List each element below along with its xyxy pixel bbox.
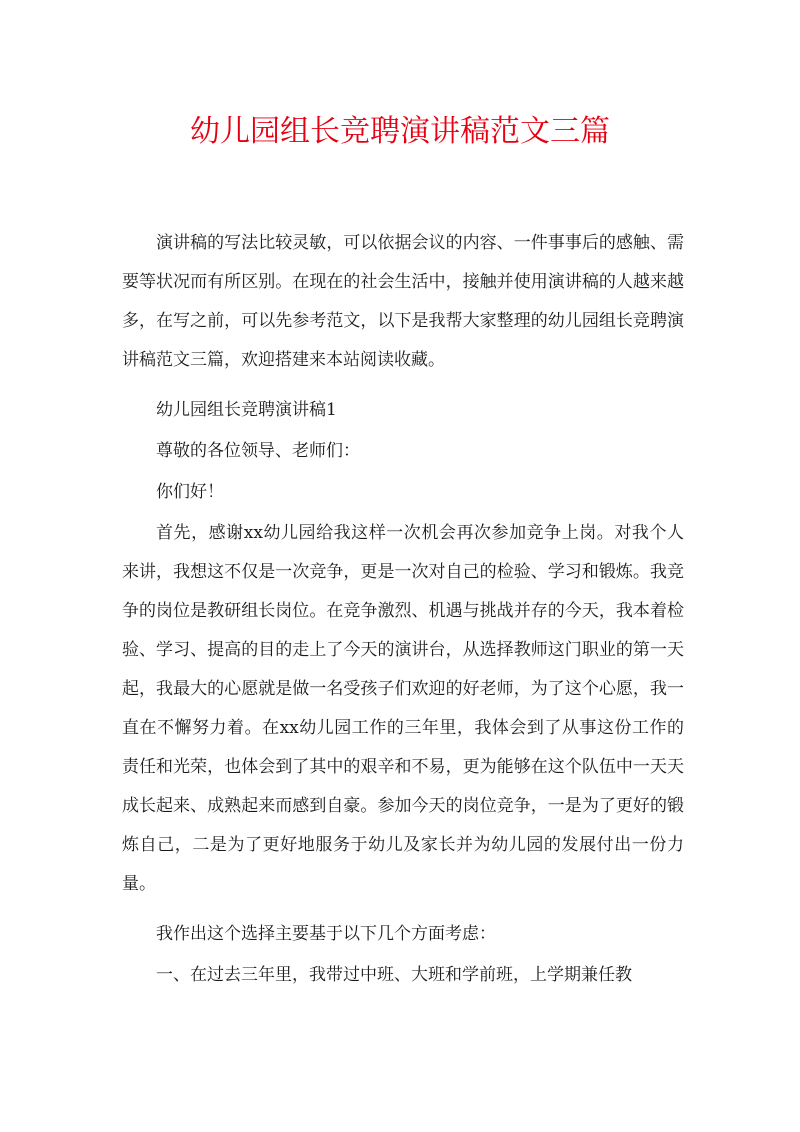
intro-paragraph: 演讲稿的写法比较灵敏，可以依据会议的内容、一件事事后的感触、需要等状况而有所区别。在现在的社会生活中，接触并使用演讲稿的人越来越多，在写之前，可以先参考范文，以下是我帮大家整理的幼儿园组长竞聘演讲稿范文三篇，欢迎搭建来本站阅读收藏。 — [122, 233, 684, 370]
salutation: 尊敬的各位领导、老师们： — [156, 441, 360, 461]
considerations-intro: 我作出这个选择主要基于以下几个方面考虑： — [156, 924, 496, 944]
point-one: 一、在过去三年里，我带过中班、大班和学前班，上学期兼任教 — [156, 965, 632, 985]
greeting: 你们好！ — [156, 482, 224, 502]
document-body — [122, 224, 684, 997]
document-title: 幼儿园组长竞聘演讲稿范文三篇 — [190, 114, 610, 149]
body-paragraph: 首先，感谢xx幼儿园给我这样一次机会再次参加竞争上岗。对我个人来讲，我想这不仅是一次竞争，更是一次对自己的检验、学习和锻炼。我竞争的岗位是教研组长岗位。在竞争激烈、机遇与挑战并存的今天，我本着检验、学习、提高的目的走上了今天的演讲台，从选择教师这门职业的第一天起，我最大的心愿就是做一名受孩子们欢迎的好老师，为了这个心愿，我一直在不懈努力着。在xx幼儿园工作的三年里，我体会到了从事这份工作的责任和光荣，也体会到了其中的艰辛和不易，更为能够在这个队伍中一天天成长起来、成熟起来而感到自豪。参加今天的岗位竞争，一是为了更好的锻炼自己，二是为了更好地服务于幼儿及家长并为幼儿园的发展付出一份力量。 — [122, 523, 684, 894]
speech-heading: 幼儿园组长竞聘演讲稿1 — [156, 400, 337, 420]
